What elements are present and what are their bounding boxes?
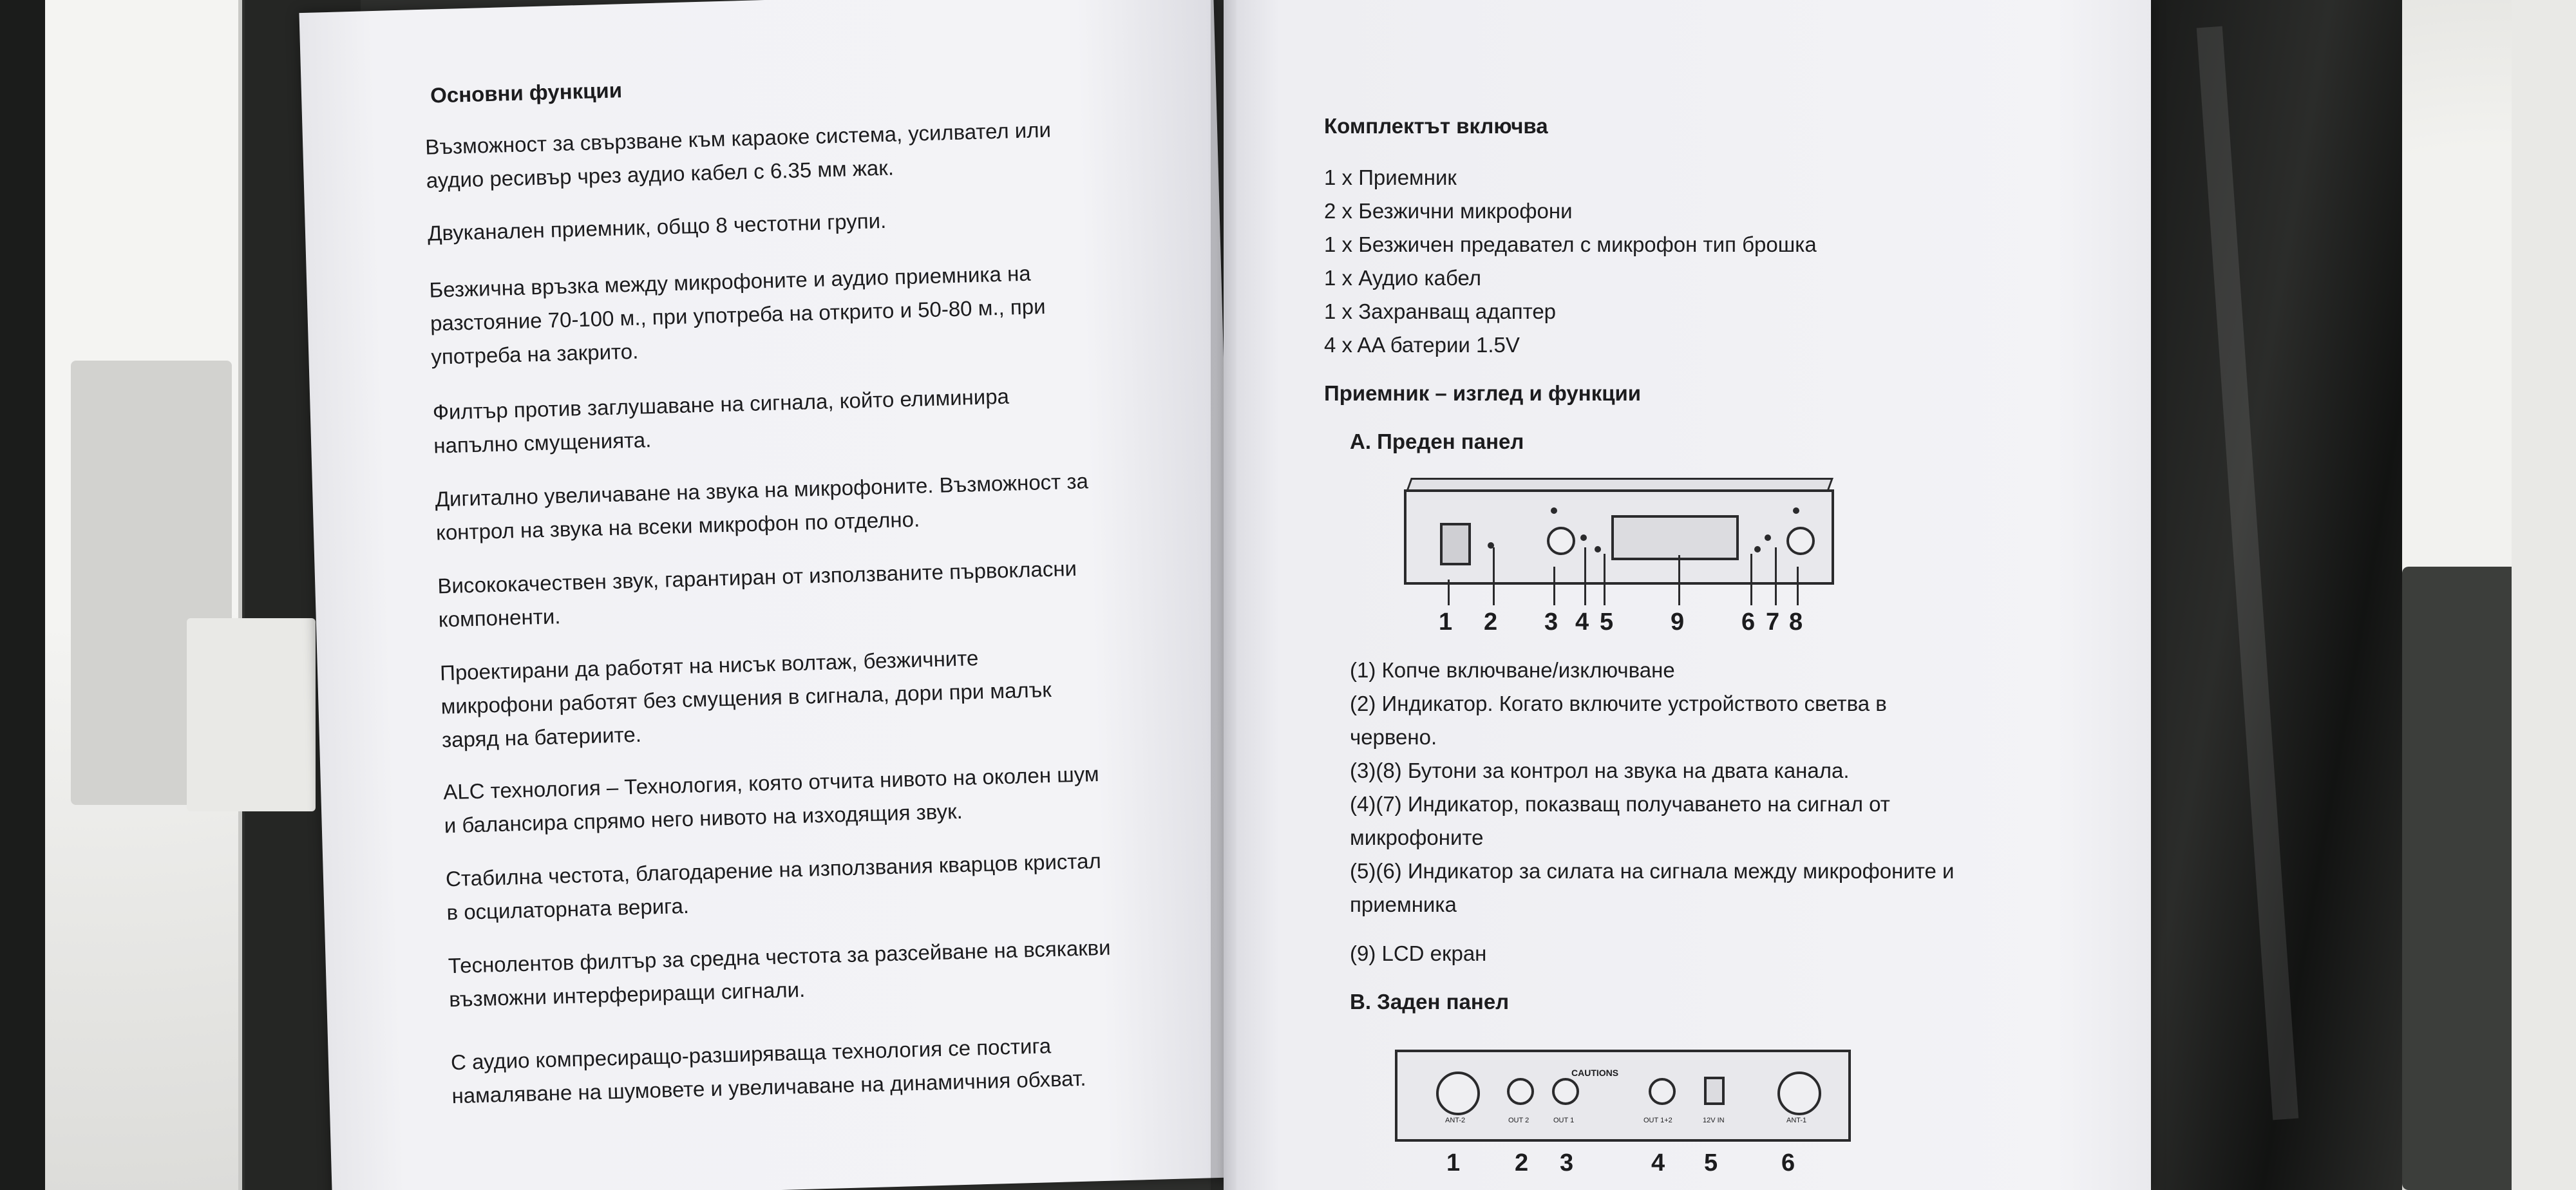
function-item: Възможност за свързване към караоке система, усилвател или аудио ресивър чрез аудио кабел с 6.35 мм жак. bbox=[424, 117, 1052, 193]
out1-label: OUT 1 bbox=[1553, 1117, 1575, 1124]
out12-label: OUT 1+2 bbox=[1643, 1117, 1672, 1124]
function-item: Дигитално увеличаване на звука на микрофоните. Възможност за контрол на звука на всеки микрофон по отделно. bbox=[435, 469, 1089, 545]
leader-line bbox=[1797, 567, 1799, 605]
receiver-heading: Приемник – изглед и функции bbox=[1324, 381, 1642, 405]
leader-line bbox=[1750, 554, 1752, 605]
rf-led bbox=[1754, 546, 1761, 552]
function-item: Проектирани да работят на нисък волтаж, безжичните микрофони работят без смущения в сигнала, дори при малък заряд на батериите. bbox=[439, 646, 1052, 752]
indicator-led bbox=[1551, 507, 1557, 514]
ant2-label: ANT-2 bbox=[1445, 1117, 1466, 1124]
volume-knob-left bbox=[1547, 527, 1575, 555]
output-jack-mix bbox=[1649, 1078, 1676, 1105]
front-callout-number: 2 bbox=[1484, 609, 1498, 636]
function-item: ALC технология – Технология, която отчита нивото на околен шум и балансира спрямо него нивото на изходящия звук. bbox=[442, 761, 1099, 838]
front-callout-number: 4 bbox=[1575, 609, 1589, 636]
rear-callout-number: 5 bbox=[1704, 1149, 1718, 1176]
leader-line bbox=[1775, 547, 1777, 605]
kit-heading: Комплектът включва bbox=[1324, 114, 1548, 138]
signal-led bbox=[1580, 534, 1587, 541]
booklet-gutter-shadow bbox=[1211, 0, 1236, 1190]
rf-led bbox=[1595, 546, 1601, 552]
caution-label: CAUTIONS bbox=[1571, 1068, 1619, 1078]
dc-power-input bbox=[1704, 1077, 1725, 1105]
ant1-label: ANT-1 bbox=[1786, 1117, 1807, 1124]
output-jack-2 bbox=[1507, 1078, 1534, 1105]
function-item: Теснолентов филтър за средна честота за разсейване на всякакви възможни интерфериращи сигнали. bbox=[448, 935, 1112, 1012]
volume-knob-right bbox=[1786, 527, 1815, 555]
front-panel-heading: A. Преден панел bbox=[1350, 430, 1524, 453]
signal-led bbox=[1765, 534, 1771, 541]
leader-line bbox=[1493, 547, 1495, 605]
leader-line bbox=[1553, 567, 1555, 605]
leader-line bbox=[1678, 555, 1680, 605]
front-callout-number: 9 bbox=[1671, 609, 1685, 636]
kit-list: 1 x Приемник 2 x Безжични микрофони 1 x Безжичен предавател с микрофон тип брошка 1 x Аудио кабел 1 x Захранващ адаптер 4 x AA батерии 1.5V bbox=[1324, 165, 1817, 357]
out2-label: OUT 2 bbox=[1508, 1117, 1530, 1124]
leader-line bbox=[1448, 580, 1450, 605]
leader-line bbox=[1584, 547, 1586, 605]
booklet-right-page bbox=[1224, 0, 2151, 1190]
function-item: Безжична връзка между микрофоните и аудио приемника на разстояние 70-100 м., при употреба на открито и 50-80 м., при употреба на закрито. bbox=[429, 261, 1046, 369]
foam-block bbox=[187, 618, 316, 811]
front-callout-number: 5 bbox=[1600, 609, 1614, 636]
front-callout-number: 6 bbox=[1741, 609, 1756, 636]
rear-callout-number: 4 bbox=[1651, 1149, 1665, 1176]
lcd-screen bbox=[1611, 515, 1739, 560]
rear-callout-number: 6 bbox=[1781, 1149, 1795, 1176]
dc-label: 12V IN bbox=[1703, 1117, 1725, 1124]
booklet-left-page bbox=[299, 0, 1246, 1190]
leader-line bbox=[1604, 554, 1605, 605]
function-item: Стабилна честота, благодарение на използвания кварцов кристал в осцилаторната верига. bbox=[445, 848, 1102, 925]
front-panel-diagram bbox=[1404, 489, 1834, 585]
output-jack-1 bbox=[1552, 1078, 1579, 1105]
front-callout-number: 3 bbox=[1544, 609, 1558, 636]
front-callout-number: 7 bbox=[1766, 609, 1780, 636]
function-item: Висококачествен звук, гарантиран от използваните първокласни компоненти. bbox=[437, 556, 1077, 632]
front-callout-number: 8 bbox=[1789, 609, 1803, 636]
function-item: Двуканален приемник, общо 8 честотни групи. bbox=[427, 208, 887, 245]
rear-callout-number: 1 bbox=[1446, 1149, 1461, 1176]
rear-panel-diagram bbox=[1395, 1050, 1851, 1142]
rear-callout-number: 2 bbox=[1515, 1149, 1529, 1176]
rear-panel-heading: B. Заден панел bbox=[1350, 990, 1510, 1014]
functions-heading: Основни функции bbox=[430, 78, 623, 108]
rear-callout-number: 3 bbox=[1560, 1149, 1574, 1176]
foam-edge-right bbox=[2512, 0, 2576, 1190]
antenna-connector-1 bbox=[1777, 1072, 1821, 1115]
function-item: Филтър против заглушаване на сигнала, който елиминира напълно смущенията. bbox=[432, 384, 1010, 458]
power-switch bbox=[1440, 523, 1471, 565]
front-callout-number: 1 bbox=[1439, 609, 1453, 636]
antenna-connector-2 bbox=[1436, 1072, 1480, 1115]
front-panel-legend: (1) Копче включване/изключване (2) Индикатор. Когато включите устройството светва в червено. (3)(8) Бутони за контрол на звука на двата канала. (4)(7) Индикатор, показващ получаването на сигнал от микрофоните (5)(6) Индикатор за силата на сигнала между микрофоните и приемника bbox=[1350, 658, 1955, 916]
indicator-led bbox=[1793, 507, 1799, 514]
function-item: С аудио компресиращо-разширяваща технология се постига намаляване на шумовете и увеличаване на динамичния обхват. bbox=[450, 1034, 1086, 1108]
lcd-legend: (9) LCD екран bbox=[1350, 941, 1487, 965]
